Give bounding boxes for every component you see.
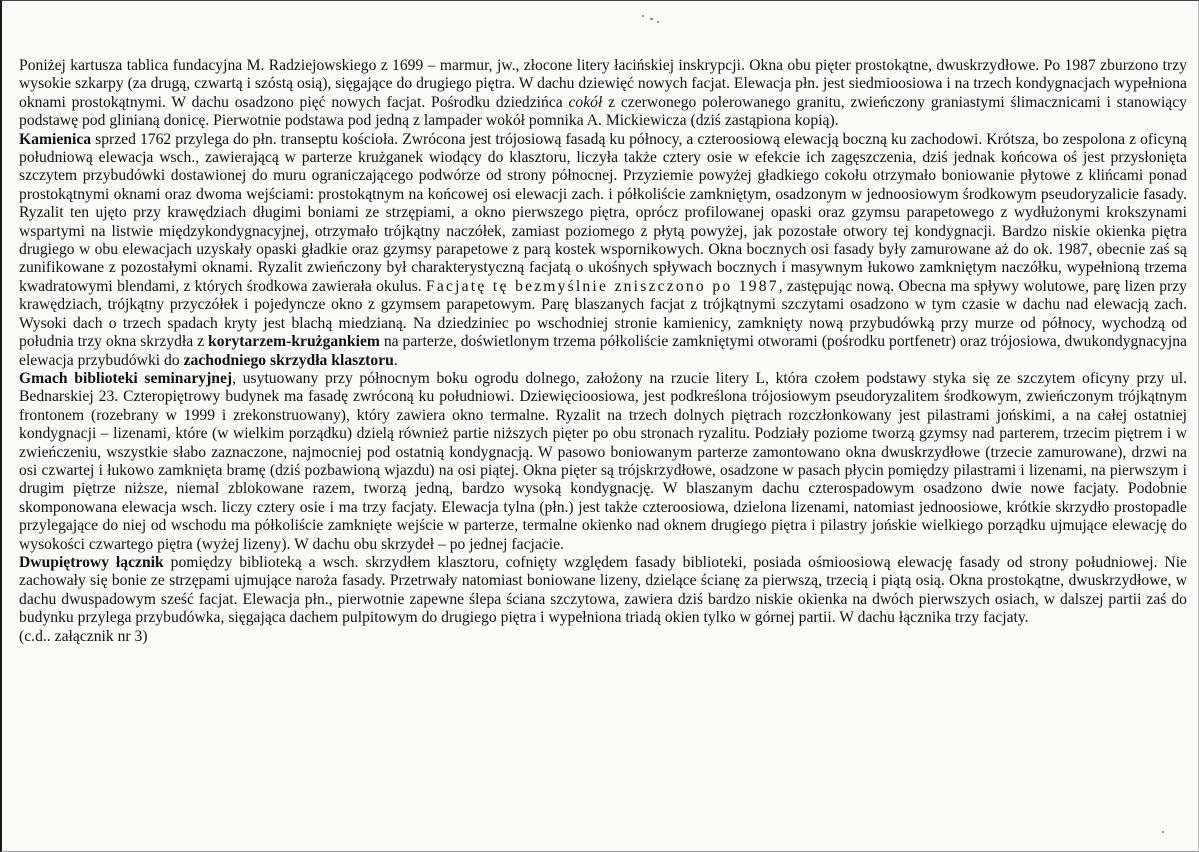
paragraph-text: , zastępując nową. Obecna ma spływy wolutowe, parę lizen przy krawędziach, trójkątny przyczółek i pojedyncze okno z gzymsem parapetowym. Parę blaszanych facjat z trójkątnymi szczytami osadzono w tym czasie w dachu nad elewacją zach. Wysoki dach o trzech spadach kryty jest blachą miedzianą. Na dziedziniec po wschodniej stronie kamienicy, zamknięty nową przybudówką przy murze od północy, wychodzą od południa trzy okna skrzydła z [19, 277, 1187, 351]
paragraph-kamienica [19, 131, 1187, 370]
spaced-text: Facjatę tę bezmyślnie zniszczono po 1987 [426, 277, 779, 295]
paragraph-text: . [393, 351, 398, 369]
paragraph-text: pomiędzy biblioteką a wsch. skrzydłem klasztoru, cofnięty względem fasady biblioteki, posiada ośmioosiową elewację fasady od strony południowej. Nie zachowały się bonie ze strzępami ujmujące naroża fasady. Przetrwały natomiast boniowane lizeny, dzielące ścianę za pierwszą, trzecią i piątą osią. Okna prostokątne, dwuskrzydłowe, w dachu dwuspadowym sześć facjat. Elewacja płn., pierwotnie zapewne ślepa ściana szczytowa, zawiera dziś bardzo niskie okienka na dwóch pierwszych osiach, w dalszej partii zaś do budynku przylega przybudówka, sięgająca dachem pulpitowym do drugiego piętra i wypełniona triadą okien tylko w górnej partii. W dachu łącznika trzy facjaty. [19, 553, 1187, 627]
section-heading: Gmach biblioteki seminaryjnej [19, 369, 233, 387]
paragraph-text: z czerwonego polerowanego granitu, zwieńczony graniastymi ślimacznicami i stanowiący podstawę pod glinianą donicę. Pierwotnie podstawa pod jedną z lampader wokół pomnika A. Mickiewicza (dziś zastąpiona kopią). [19, 93, 1187, 130]
paragraph-biblioteka [19, 370, 1187, 554]
document-body [19, 57, 1187, 646]
section-heading: Kamienica [19, 130, 92, 148]
section-heading: Dwupiętrowy łącznik [19, 553, 164, 571]
bold-term: korytarzem-krużgankiem [208, 333, 380, 351]
continuation-note: (c.d.. załącznik nr 3) [19, 627, 148, 645]
paragraph-text: sprzed 1762 przylega do płn. transeptu kościoła. Zwrócona jest trójosiową fasadą ku północy, a czteroosiową elewacją boczną ku zachodowi. Krótsza, bo zespolona z oficyną południową elewacja wsch., zawierającą w parterze krużganek wiodący do klasztoru, liczyła także cztery osie w efekcie ich zagęszczenia, dziś jednak końcowa oś jest przysłonięta szczytem przybudówki dostawionej do muru ograniczającego podwórze od strony północnej. Przyziemie powyżej gładkiego cokołu otrzymało boniowanie płytowe z klińcami ponad prostokątnymi oknami oraz dwoma wejściami: prostokątnym na końcowej osi elewacji zach. i półkoliście zamkniętym, osadzonym w jednoosiowym środkowym pseudoryzalicie fasady. Ryzalit ten ujęto przy krawędziach długimi boniami ze strzępiami, a okno pierwszego piętra, oprócz profilowanej opaski oraz gzymsu parapetowego z wydłużonymi krokszynami wspartymi na listwie międzykondygnacyjnej, otrzymało trójkątny naczółek, zamiast poziomego z płytą powyżej, jak pozostałe otwory tej kondygnacji. Bardzo niskie okienka piętra drugiego w obu elewacjach uzyskały opaski gładkie oraz gzymsy parapetowe z parą kostek wspornikowych. Okna bocznych osi fasady były zamurowane aż do ok. 1987, obecnie zaś są zunifikowane z pozostałymi oknami. Ryzalit zwieńczony był charakterystyczną facjatą o ukośnych spływach bocznych i masywnym łukowo zamkniętym naczółku, wypełnioną trzema kwadratowymi blendami, z których środkowa zawierała okulus. [19, 130, 1187, 295]
paragraph-text: Poniżej kartusza tablica fundacyjna M. Radziejowskiego z 1699 – marmur, jw., złocone litery łacińskiej inskrypcji. Okna obu pięter prostokątne, dwuskrzydłowe. Po 1987 zburzono trzy wysokie szkarpy (za drugą, czwartą i szóstą osią), sięgające do drugiego piętra. W dachu dziewięć nowych facjat. Elewacja płn. jest siedmioosiowa i na trzech kondygnacjach wypełniona oknami prostokątnymi. W dachu osadzono pięć nowych facjat. Pośrodku dziedzińca [19, 57, 1187, 111]
paragraph-lacznik [19, 554, 1187, 628]
paragraph-text: na parterze, doświetlonym trzema półkoliście zamkniętymi otworami (pośrodku portfenetr) oraz trójosiowa, dwukondygnacyjna elewacja przybudówki do [19, 333, 1188, 369]
italic-term: cokół [568, 93, 603, 111]
paragraph-portal [19, 57, 1187, 131]
paragraph-text: , usytuowany przy północnym boku ogrodu dolnego, założony na rzucie litery L, która czołem podstawy styka się ze szczytem oficyny przy ul. Bednarskiej 23. Czteropiętrowy budynek ma fasadę zwróconą ku południowi. Dziewięcioosiowa, jest podkreślona trójosiowym pseudoryzalitem środkowym, zwieńczonym trójkątnym frontonem (rozebrany w 1999 i zrekonstruowany), który zawiera okno termalne. Ryzalit na trzech dolnych piętrach rozczłonkowany jest pilastrami jońskimi, a na całej ostatniej kondygnacji – lizenami, które (w wielkim porządku) dzielą również partie niższych pięter po obu stronach ryzalitu. Podziały poziome tworzą gzymsy nad parterem, trzecim piętrem i w zwieńczeniu, wszystkie słabo zaznaczone, najmocniej pod ostatnią kondygnacją. W pasowo boniowanym parterze zamontowano okna dwuskrzydłowe (trzecie zamurowane), drzwi na osi czwartej i łukowo zamknięta bramę (dziś pozbawioną wjazdu) na osi piątej. Okna pięter są trójskrzydłowe, osadzone w pasach płycin pomiędzy pilastrami i lizenami, na pierwszym i drugim piętrze niższe, niemal zblokowane razem, tworzą jedną, bardzo wysoką kondygnację. W blaszanym dachu czterospadowym osadzono dwie nowe facjaty. Podobnie skomponowana elewacja wsch. liczy cztery osie i ma trzy facjaty. Elewacja tylna (płn.) jest także czteroosiowa, dzielona lizenami, natomiast jednoosiowe, krótkie skrzydło prostopadle przylegające do niej od wschodu ma półkoliście zamknięte wejście w parterze, termalne okienko nad oknem drugiego piętra i pilastry jońskie wielkiego porządku ujmujące elewację do wysokości czwartego piętra (wyżej lizeny). W dachu obu skrzydeł – po jednej facjacie. [19, 369, 1187, 553]
bold-term: zachodniego skrzydła klasztoru [183, 351, 394, 369]
